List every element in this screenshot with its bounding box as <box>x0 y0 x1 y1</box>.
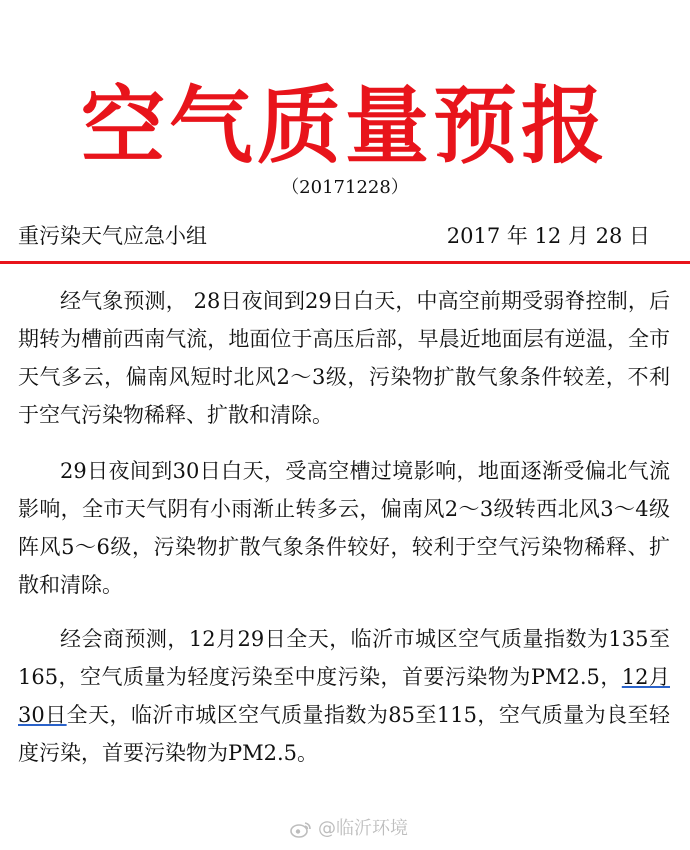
air-quality-text-part-1: 经会商预测，12月29日全天，临沂市城区空气质量指数为135至165，空气质量为轻度污染至中度污染，首要污染物为PM2.5， <box>18 627 670 689</box>
issuer-name: 重污染天气应急小组 <box>18 224 207 248</box>
report-title: 空气质量预报 <box>80 77 609 175</box>
paragraph-weather-forecast-28-29: 经气象预测， 28日夜间到29日白天，中高空前期受弱脊控制，后期转为槽前西南气流，地面位于高压后部，早晨近地面层有逆温，全市天气多云，偏南风短时北风2～3级，污染物扩散气象条件较差，不利于空气污染物稀释、扩散和清除。 <box>18 289 670 427</box>
document-number: （20171228） <box>281 177 409 198</box>
issue-date: 2017 年 12 月 28 日 <box>446 224 650 248</box>
red-divider-rule <box>0 261 690 264</box>
watermark <box>290 818 408 840</box>
watermark-text: @临沂环境 <box>318 818 408 839</box>
underlined-date-text: 12月30日 <box>18 665 670 727</box>
air-quality-text-part-2: 全天，临沂市城区空气质量指数为85至115，空气质量为良至轻度污染，首要污染物为PM2.5。 <box>18 703 670 765</box>
weibo-icon <box>290 820 312 838</box>
paragraph-air-quality-forecast <box>18 620 670 772</box>
paragraph-weather-forecast-29-30: 29日夜间到30日白天，受高空槽过境影响，地面逐渐受偏北气流影响，全市天气阴有小雨渐止转多云，偏南风2～3级转西北风3～4级阵风5～6级，污染物扩散气象条件较好，较利于空气污染物稀释、扩散和清除。 <box>18 459 670 597</box>
